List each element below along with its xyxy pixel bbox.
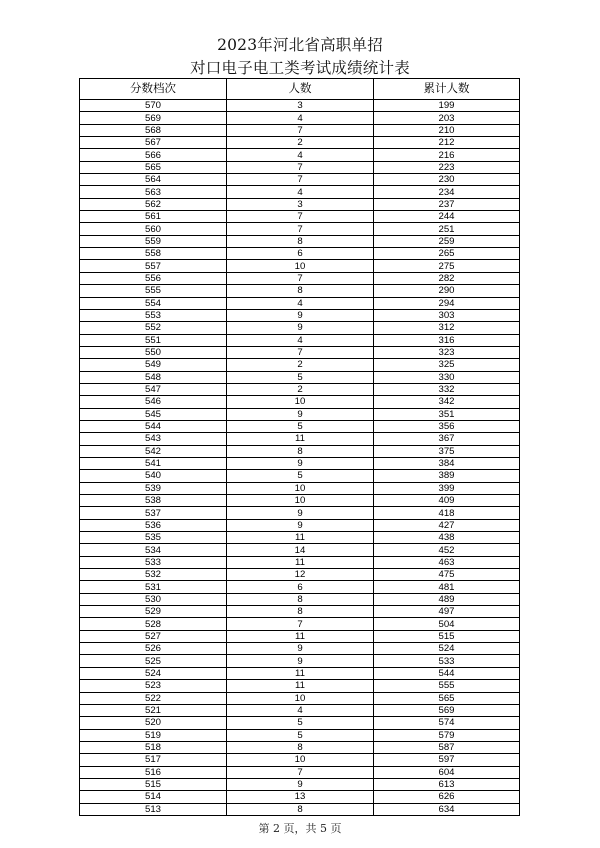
table-row [80,495,520,507]
header-score-band: 分数档次 [80,79,227,100]
table-row [80,704,520,716]
cell-count: 7 [227,766,374,778]
table-row [80,754,520,766]
cell-score-band: 514 [80,791,227,803]
cell-score-band: 550 [80,346,227,358]
cell-cumulative: 399 [374,482,520,494]
cell-cumulative: 356 [374,420,520,432]
cell-score-band: 561 [80,211,227,223]
cell-count: 10 [227,495,374,507]
cell-score-band: 556 [80,272,227,284]
table-row [80,457,520,469]
cell-score-band: 541 [80,457,227,469]
cell-cumulative: 481 [374,581,520,593]
cell-count: 8 [227,285,374,297]
cell-count: 11 [227,630,374,642]
cell-count: 5 [227,729,374,741]
cell-count: 2 [227,137,374,149]
cell-score-band: 553 [80,309,227,321]
cell-cumulative: 409 [374,495,520,507]
cell-score-band: 567 [80,137,227,149]
cell-count: 4 [227,297,374,309]
cell-cumulative: 587 [374,741,520,753]
cell-cumulative: 497 [374,606,520,618]
cell-cumulative: 312 [374,322,520,334]
cell-cumulative: 265 [374,248,520,260]
cell-cumulative: 438 [374,532,520,544]
cell-count: 10 [227,482,374,494]
cell-count: 7 [227,124,374,136]
table-row [80,606,520,618]
cell-count: 9 [227,655,374,667]
cell-cumulative: 316 [374,334,520,346]
cell-cumulative: 259 [374,235,520,247]
table-row [80,433,520,445]
cell-cumulative: 389 [374,470,520,482]
cell-cumulative: 212 [374,137,520,149]
table-row [80,581,520,593]
cell-cumulative: 463 [374,556,520,568]
table-row [80,211,520,223]
table-row [80,507,520,519]
cell-count: 7 [227,272,374,284]
page-subtitle: 对口电子电工类考试成绩统计表 [190,59,410,77]
table-row [80,174,520,186]
cell-cumulative: 489 [374,593,520,605]
table-row [80,803,520,815]
cell-count: 9 [227,519,374,531]
header-count: 人数 [227,79,374,100]
cell-cumulative: 565 [374,692,520,704]
cell-cumulative: 223 [374,161,520,173]
table-row [80,556,520,568]
cell-count: 13 [227,791,374,803]
cell-score-band: 554 [80,297,227,309]
table-header-row [80,79,520,100]
cell-score-band: 555 [80,285,227,297]
cell-count: 11 [227,532,374,544]
table-row [80,655,520,667]
cell-score-band: 538 [80,495,227,507]
cell-cumulative: 634 [374,803,520,815]
cell-score-band: 522 [80,692,227,704]
cell-count: 9 [227,309,374,321]
table-row [80,137,520,149]
cell-count: 12 [227,569,374,581]
table-row [80,248,520,260]
cell-score-band: 546 [80,396,227,408]
table-row [80,371,520,383]
cell-score-band: 533 [80,556,227,568]
cell-score-band: 520 [80,717,227,729]
page-title: 2023年河北省高职单招 [217,36,383,54]
cell-score-band: 559 [80,235,227,247]
cell-score-band: 517 [80,754,227,766]
table-row [80,223,520,235]
cell-count: 5 [227,470,374,482]
cell-cumulative: 332 [374,383,520,395]
cell-score-band: 519 [80,729,227,741]
cell-score-band: 568 [80,124,227,136]
cell-cumulative: 533 [374,655,520,667]
cell-cumulative: 203 [374,112,520,124]
cell-cumulative: 290 [374,285,520,297]
table-row [80,149,520,161]
cell-cumulative: 452 [374,544,520,556]
cell-count: 14 [227,544,374,556]
cell-score-band: 570 [80,100,227,112]
cell-cumulative: 251 [374,223,520,235]
cell-cumulative: 367 [374,433,520,445]
cell-score-band: 518 [80,741,227,753]
table-row [80,692,520,704]
header-cumulative: 累计人数 [374,79,520,100]
cell-cumulative: 294 [374,297,520,309]
table-row [80,272,520,284]
cell-count: 9 [227,408,374,420]
table-row [80,630,520,642]
cell-cumulative: 427 [374,519,520,531]
cell-count: 7 [227,223,374,235]
cell-score-band: 531 [80,581,227,593]
cell-score-band: 535 [80,532,227,544]
cell-cumulative: 234 [374,186,520,198]
cell-count: 4 [227,112,374,124]
cell-score-band: 524 [80,667,227,679]
cell-count: 10 [227,396,374,408]
cell-cumulative: 555 [374,680,520,692]
cell-score-band: 527 [80,630,227,642]
table-row [80,124,520,136]
table-row [80,161,520,173]
cell-score-band: 560 [80,223,227,235]
cell-score-band: 516 [80,766,227,778]
cell-cumulative: 210 [374,124,520,136]
cell-count: 11 [227,667,374,679]
cell-count: 5 [227,371,374,383]
cell-count: 4 [227,334,374,346]
cell-count: 9 [227,457,374,469]
cell-score-band: 552 [80,322,227,334]
table-row [80,519,520,531]
cell-score-band: 562 [80,198,227,210]
cell-count: 8 [227,235,374,247]
cell-count: 7 [227,346,374,358]
cell-cumulative: 569 [374,704,520,716]
cell-cumulative: 524 [374,643,520,655]
table-row [80,482,520,494]
table-row [80,260,520,272]
cell-count: 7 [227,174,374,186]
cell-count: 11 [227,556,374,568]
table-row [80,346,520,358]
table-row [80,396,520,408]
table-row [80,285,520,297]
cell-score-band: 529 [80,606,227,618]
cell-score-band: 551 [80,334,227,346]
cell-cumulative: 342 [374,396,520,408]
cell-count: 8 [227,803,374,815]
cell-count: 8 [227,606,374,618]
table-row [80,741,520,753]
cell-score-band: 521 [80,704,227,716]
cell-score-band: 566 [80,149,227,161]
table-row [80,100,520,112]
cell-count: 6 [227,248,374,260]
table-row [80,766,520,778]
cell-score-band: 526 [80,643,227,655]
cell-count: 3 [227,100,374,112]
table-row [80,618,520,630]
cell-score-band: 544 [80,420,227,432]
table-row [80,445,520,457]
cell-cumulative: 375 [374,445,520,457]
table-row [80,322,520,334]
table-row [80,643,520,655]
cell-count: 4 [227,186,374,198]
table-row [80,470,520,482]
table-row [80,112,520,124]
table-row [80,334,520,346]
table-row [80,359,520,371]
cell-cumulative: 330 [374,371,520,383]
cell-count: 10 [227,754,374,766]
table-row [80,593,520,605]
cell-cumulative: 230 [374,174,520,186]
cell-score-band: 534 [80,544,227,556]
cell-score-band: 542 [80,445,227,457]
cell-cumulative: 475 [374,569,520,581]
cell-cumulative: 282 [374,272,520,284]
cell-score-band: 540 [80,470,227,482]
cell-cumulative: 597 [374,754,520,766]
table-row [80,778,520,790]
score-table [79,78,520,816]
table-row [80,532,520,544]
cell-count: 6 [227,581,374,593]
cell-count: 8 [227,445,374,457]
cell-cumulative: 579 [374,729,520,741]
table-row [80,186,520,198]
page-footer: 第 2 页，共 5 页 [258,822,342,835]
cell-score-band: 563 [80,186,227,198]
cell-cumulative: 613 [374,778,520,790]
cell-cumulative: 244 [374,211,520,223]
cell-score-band: 557 [80,260,227,272]
cell-count: 5 [227,420,374,432]
cell-count: 11 [227,433,374,445]
table-row [80,729,520,741]
cell-cumulative: 418 [374,507,520,519]
table-row [80,408,520,420]
cell-score-band: 523 [80,680,227,692]
cell-count: 9 [227,507,374,519]
cell-count: 5 [227,717,374,729]
table-row [80,198,520,210]
table-row [80,791,520,803]
cell-score-band: 530 [80,593,227,605]
table-row [80,420,520,432]
cell-count: 7 [227,161,374,173]
cell-count: 7 [227,211,374,223]
cell-cumulative: 504 [374,618,520,630]
cell-count: 9 [227,778,374,790]
cell-score-band: 558 [80,248,227,260]
table-row [80,383,520,395]
cell-count: 4 [227,704,374,716]
cell-count: 7 [227,618,374,630]
cell-count: 2 [227,359,374,371]
cell-score-band: 532 [80,569,227,581]
table-row [80,717,520,729]
cell-score-band: 536 [80,519,227,531]
cell-cumulative: 323 [374,346,520,358]
cell-cumulative: 216 [374,149,520,161]
cell-score-band: 545 [80,408,227,420]
cell-cumulative: 626 [374,791,520,803]
table-row [80,569,520,581]
cell-count: 8 [227,741,374,753]
table-body [80,100,520,816]
cell-cumulative: 351 [374,408,520,420]
cell-score-band: 515 [80,778,227,790]
cell-count: 9 [227,643,374,655]
cell-score-band: 548 [80,371,227,383]
cell-score-band: 543 [80,433,227,445]
cell-count: 10 [227,692,374,704]
cell-cumulative: 275 [374,260,520,272]
cell-cumulative: 544 [374,667,520,679]
cell-cumulative: 237 [374,198,520,210]
cell-count: 8 [227,593,374,605]
cell-count: 2 [227,383,374,395]
cell-score-band: 549 [80,359,227,371]
cell-cumulative: 574 [374,717,520,729]
cell-count: 11 [227,680,374,692]
cell-cumulative: 384 [374,457,520,469]
cell-count: 4 [227,149,374,161]
table-row [80,667,520,679]
cell-score-band: 537 [80,507,227,519]
cell-count: 9 [227,322,374,334]
table-row [80,309,520,321]
table-row [80,680,520,692]
cell-cumulative: 199 [374,100,520,112]
cell-cumulative: 515 [374,630,520,642]
cell-count: 10 [227,260,374,272]
cell-score-band: 569 [80,112,227,124]
table-row [80,235,520,247]
cell-score-band: 513 [80,803,227,815]
cell-count: 3 [227,198,374,210]
cell-score-band: 528 [80,618,227,630]
cell-score-band: 547 [80,383,227,395]
cell-cumulative: 303 [374,309,520,321]
cell-score-band: 525 [80,655,227,667]
table-row [80,544,520,556]
cell-score-band: 539 [80,482,227,494]
cell-cumulative: 325 [374,359,520,371]
table-row [80,297,520,309]
cell-score-band: 564 [80,174,227,186]
cell-cumulative: 604 [374,766,520,778]
cell-score-band: 565 [80,161,227,173]
